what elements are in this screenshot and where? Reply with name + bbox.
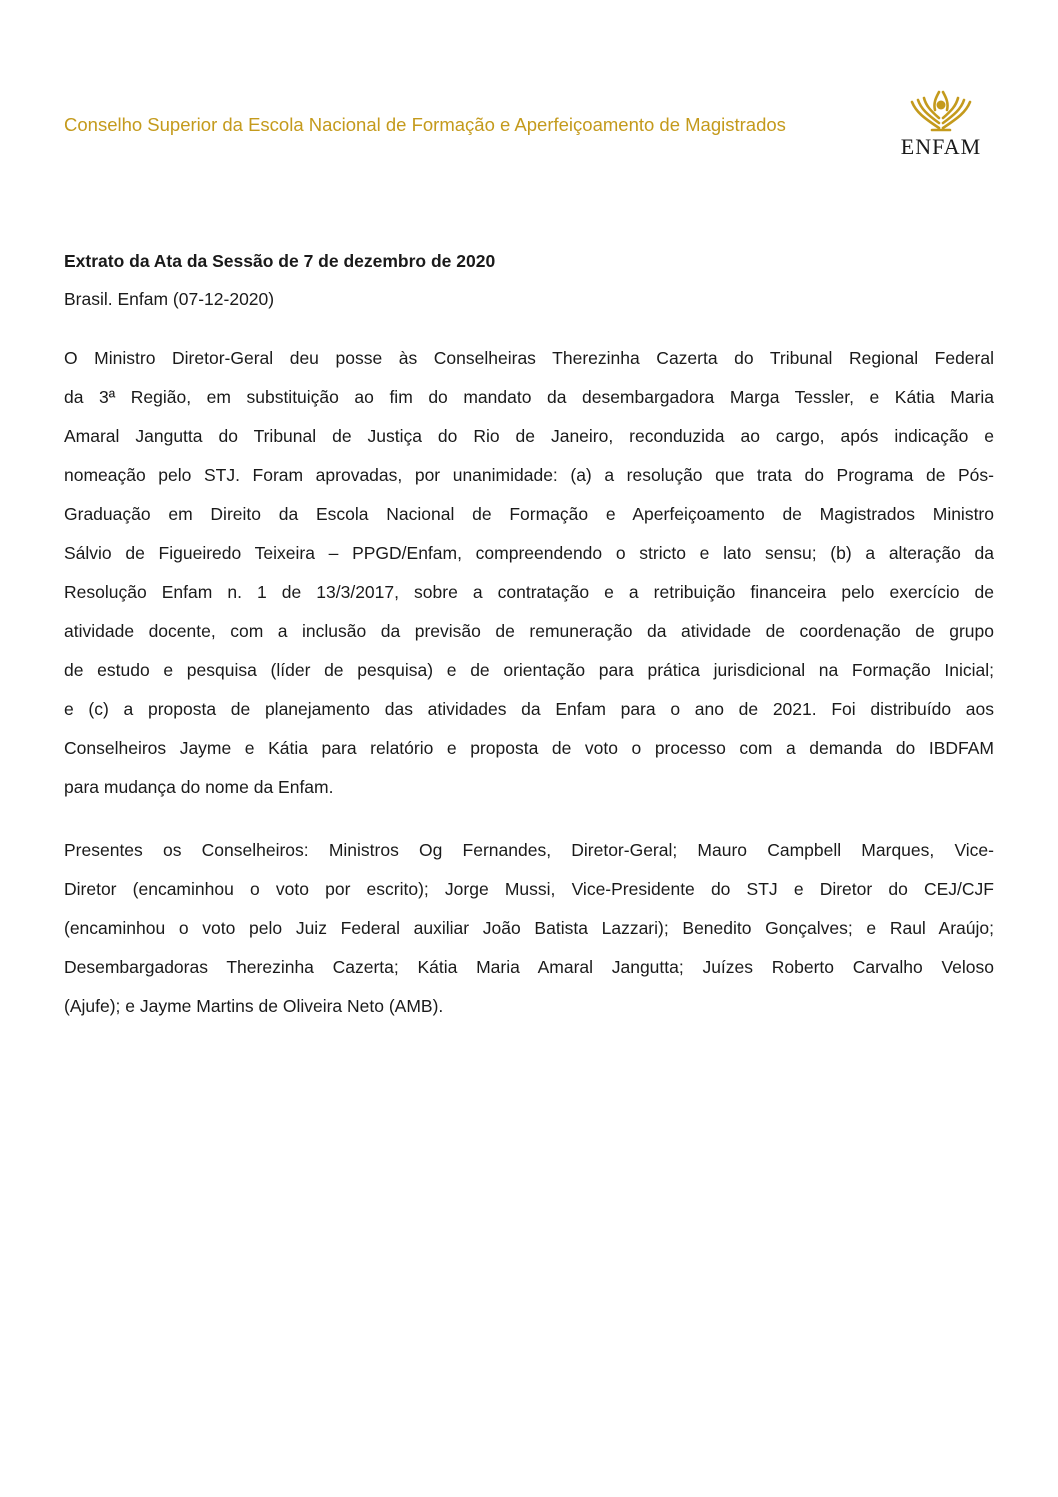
paragraph-line: O Ministro Diretor-Geral deu posse às Conselheiras Therezinha Cazerta do Tribunal Regional Federal	[64, 348, 994, 368]
document-title: Extrato da Ata da Sessão de 7 de dezembro de 2020	[64, 251, 496, 271]
enfam-logo	[896, 88, 986, 162]
logo-wordmark: ENFAM	[900, 134, 982, 159]
document-subtitle: Brasil. Enfam (07-12-2020)	[64, 289, 275, 309]
paragraph-presentes	[64, 831, 994, 1026]
paragraph-line: Sálvio de Figueiredo Teixeira – PPGD/Enfam, compreendendo o stricto e lato sensu; (b) a alteração da	[64, 543, 994, 563]
paragraph-line: atividade docente, com a inclusão da previsão de remuneração da atividade de coordenação de grupo	[64, 621, 994, 641]
paragraph-line: e (c) a proposta de planejamento das atividades da Enfam para o ano de 2021. Foi distribuído aos	[64, 699, 994, 719]
paragraph-line: Diretor (encaminhou o voto por escrito); Jorge Mussi, Vice-Presidente do STJ e Diretor do CEJ/CJF	[64, 879, 994, 899]
paragraph-line: Conselheiros Jayme e Kátia para relatório e proposta de voto o processo com a demanda do IBDFAM	[64, 738, 994, 758]
paragraph-posse-e-aprovacoes	[64, 339, 994, 807]
paragraph-line: nomeação pelo STJ. Foram aprovadas, por unanimidade: (a) a resolução que trata do Programa de Pós-	[64, 465, 994, 485]
paragraph-line: Amaral Jangutta do Tribunal de Justiça do Rio de Janeiro, reconduzida ao cargo, após indicação e	[64, 426, 994, 446]
paragraph-line: Resolução Enfam n. 1 de 13/3/2017, sobre a contratação e a retribuição financeira pelo exercício de	[64, 582, 994, 602]
paragraph-line: (encaminhou o voto pelo Juiz Federal auxiliar João Batista Lazzari); Benedito Gonçalves; e Raul Araújo;	[64, 918, 994, 938]
council-name-header: Conselho Superior da Escola Nacional de Formação e Aperfeiçoamento de Magistrados	[64, 114, 786, 135]
paragraph-line: de estudo e pesquisa (líder de pesquisa) e de orientação para prática jurisdicional na Formação Inicial;	[64, 660, 994, 680]
enfam-book-emblem-icon	[906, 88, 976, 134]
paragraph-line: (Ajufe); e Jayme Martins de Oliveira Neto (AMB).	[64, 996, 444, 1016]
paragraph-line: da 3ª Região, em substituição ao fim do mandato da desembargadora Marga Tessler, e Kátia Maria	[64, 387, 994, 407]
paragraph-line: Graduação em Direito da Escola Nacional de Formação e Aperfeiçoamento de Magistrados Ministro	[64, 504, 994, 524]
paragraph-line: Presentes os Conselheiros: Ministros Og Fernandes, Diretor-Geral; Mauro Campbell Marques, Vice-	[64, 840, 994, 860]
paragraph-line: Desembargadoras Therezinha Cazerta; Kátia Maria Amaral Jangutta; Juízes Roberto Carvalho Veloso	[64, 957, 994, 977]
paragraph-line: para mudança do nome da Enfam.	[64, 777, 334, 797]
